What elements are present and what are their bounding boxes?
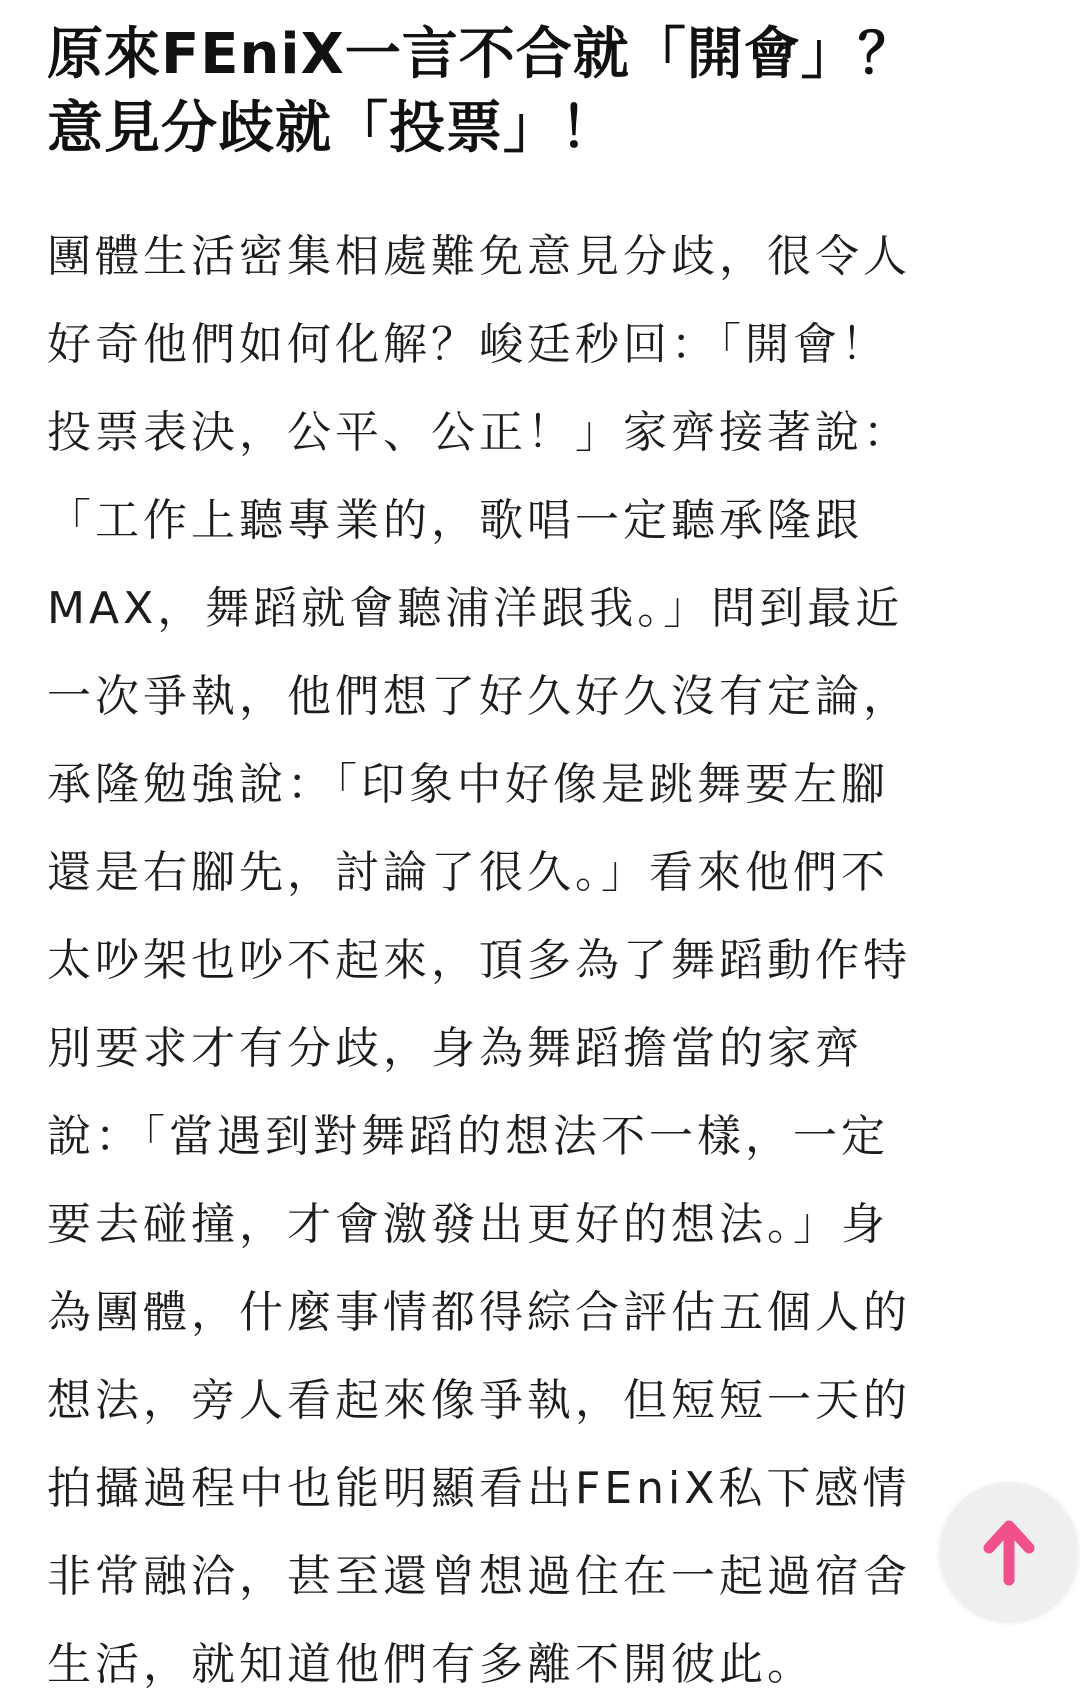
body-line: 拍攝過程中也能明顯看出FEniX私下感情	[47, 1463, 911, 1514]
body-line: 投票表決，公平、公正！」家齊接著說：	[47, 407, 911, 458]
body-line: 為團體，什麼事情都得綜合評估五個人的	[47, 1287, 911, 1338]
body-line: 別要求才有分歧，身為舞蹈擔當的家齊	[47, 1023, 863, 1074]
body-line: 「工作上聽專業的，歌唱一定聽承隆跟	[47, 495, 863, 546]
body-line: 一次爭執，他們想了好久好久沒有定論，	[47, 671, 911, 722]
body-line: 好奇他們如何化解？峻廷秒回：「開會！	[47, 319, 889, 370]
body-line: 還是右腳先，討論了很久。」看來他們不	[47, 847, 889, 898]
article	[47, 18, 1037, 1708]
body-line: 太吵架也吵不起來，頂多為了舞蹈動作特	[47, 935, 911, 986]
body-line: 非常融洽，甚至還曾想過住在一起過宿舍	[47, 1551, 911, 1602]
body-line: 生活，就知道他們有多離不開彼此。	[47, 1639, 815, 1690]
body-line: MAX，舞蹈就會聽浦洋跟我。」問到最近	[47, 583, 904, 634]
headline-line-2: 意見分歧就「投票」！	[47, 96, 617, 161]
arrow-up-icon	[979, 1516, 1039, 1586]
headline-line-1: 原來FEniX一言不合就「開會」？	[47, 22, 915, 87]
article-body	[47, 213, 1037, 1708]
scroll-to-top-button[interactable]	[940, 1482, 1078, 1620]
body-line: 說：「當遇到對舞蹈的想法不一樣，一定	[47, 1111, 889, 1162]
body-line: 團體生活密集相處難免意見分歧，很令人	[47, 231, 911, 282]
article-headline	[47, 18, 1037, 166]
body-line: 承隆勉強說：「印象中好像是跳舞要左腳	[47, 759, 889, 810]
body-line: 要去碰撞，才會激發出更好的想法。」身	[47, 1199, 889, 1250]
body-line: 想法，旁人看起來像爭執，但短短一天的	[47, 1375, 911, 1426]
